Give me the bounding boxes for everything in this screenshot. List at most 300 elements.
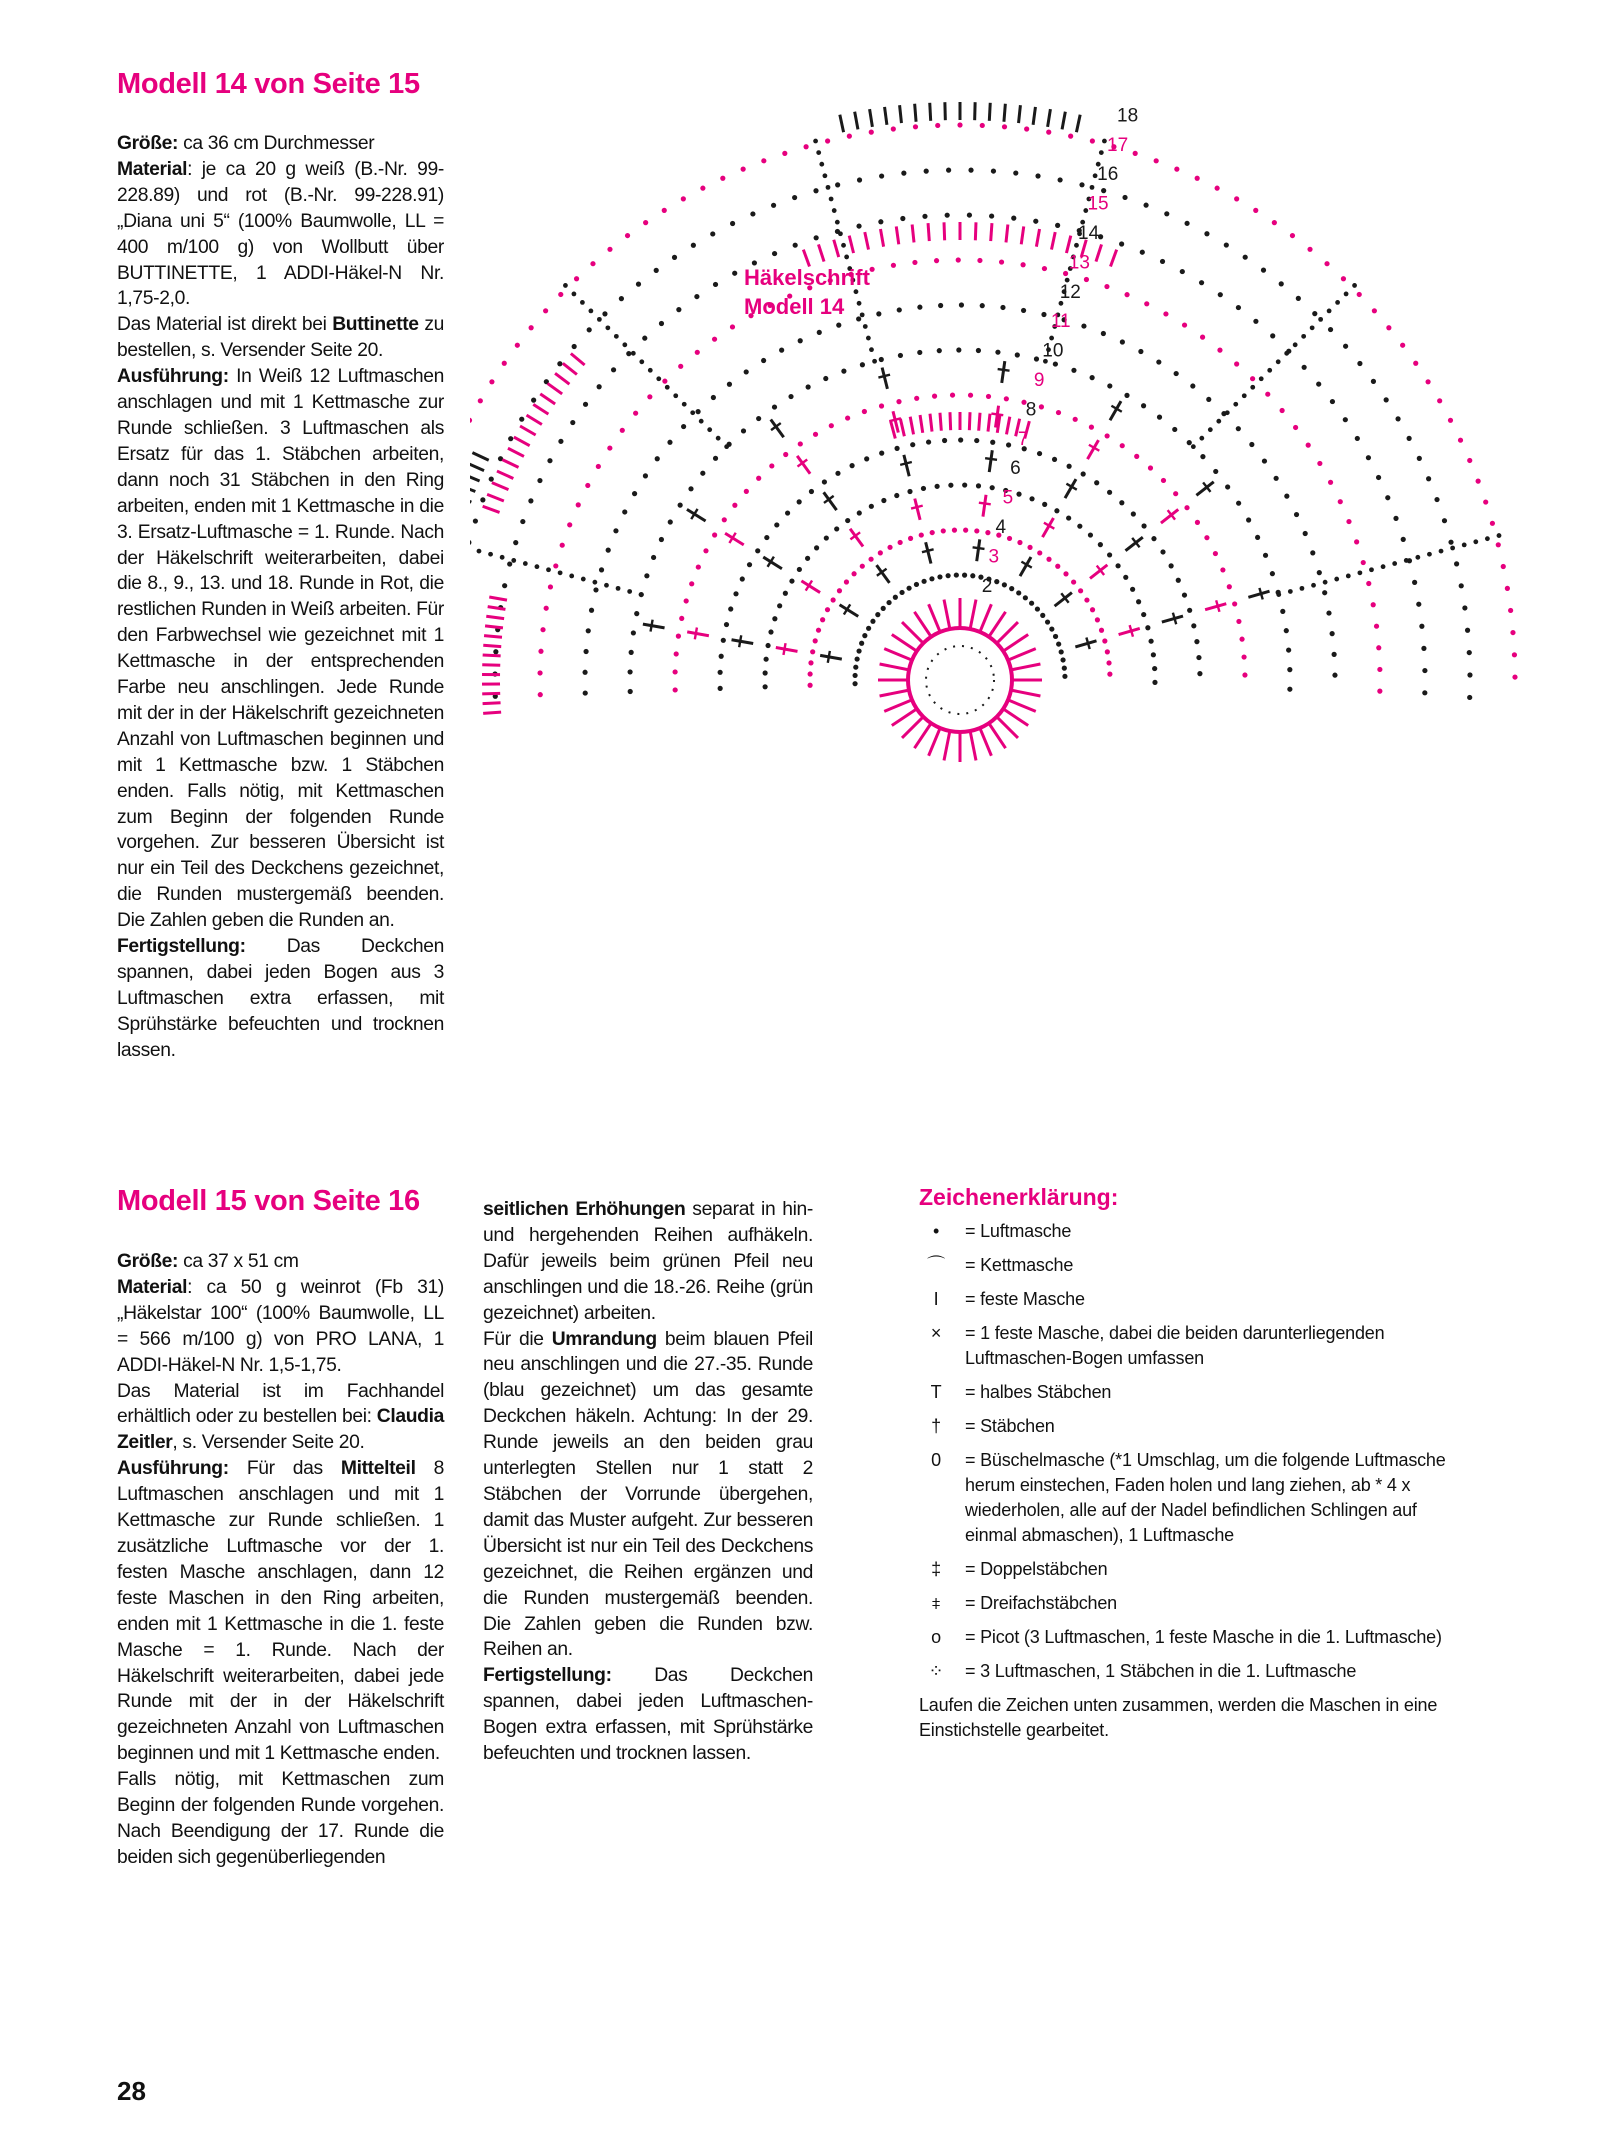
chart-chain-round <box>1184 505 1189 510</box>
chart-chain-round <box>935 484 940 489</box>
chart-treble-group <box>989 450 992 472</box>
chart-chain-round <box>1236 426 1241 431</box>
chart-round-number: 3 <box>988 546 1000 568</box>
chart-spoke-dot <box>1300 586 1305 591</box>
chart-chain-round <box>980 303 985 308</box>
chart-chain-round <box>914 396 919 401</box>
chart-chain-round <box>1046 130 1051 135</box>
chart-chain-round <box>1270 571 1275 576</box>
legend-item-text: = Doppelstäbchen <box>965 1559 1108 1579</box>
chart-chain-round <box>622 509 627 514</box>
chart-chain-round <box>1042 266 1047 271</box>
chart-chain-round <box>1324 261 1329 266</box>
chart-chain-round <box>807 683 812 688</box>
chart-chain-round <box>919 532 924 537</box>
chart-spoke-dot <box>1233 402 1238 407</box>
chart-round1-stitch <box>892 634 917 651</box>
chart-chain-round <box>607 445 612 450</box>
chart-chain-round <box>1016 590 1021 595</box>
chart-chain-round <box>547 458 552 463</box>
chart-chain-round <box>950 392 955 397</box>
chain-stitch-icon: • <box>932 1221 940 1241</box>
chart-chain-round <box>1206 397 1211 402</box>
chart-chain-round <box>942 438 947 443</box>
chart-chain-round <box>878 219 883 224</box>
chart-chain-round <box>1371 602 1376 607</box>
chart-chain-round <box>1236 501 1241 506</box>
chart-chain-round <box>989 213 994 218</box>
legend-item <box>919 1380 1459 1405</box>
chart-black-fan <box>855 112 858 130</box>
chart-treble-group <box>1002 361 1005 383</box>
chart-chain-round <box>910 442 915 447</box>
chart-chain-round <box>1029 601 1034 606</box>
chart-chain-round <box>1272 220 1277 225</box>
chart-spoke-dot <box>648 368 653 373</box>
chart-pink-fan <box>930 414 932 432</box>
chart-pink-fan <box>483 703 501 704</box>
chart-chain-round <box>948 483 953 488</box>
chart-round-number: 8 <box>1025 399 1037 421</box>
chart-chain-round <box>1073 417 1078 422</box>
chart-chain-round <box>792 195 797 200</box>
chart-spoke-dot <box>835 220 840 225</box>
chart-chain-round <box>1236 619 1241 624</box>
chart-spoke-dot <box>1497 533 1502 538</box>
chart-spoke-dot <box>1208 427 1213 432</box>
chart-round-number: 2 <box>981 575 993 597</box>
chart-treble-group <box>1130 625 1133 637</box>
chart-chain-round <box>744 489 749 494</box>
chart-spoke-dot <box>869 347 874 352</box>
picot-icon: ᴏ <box>931 1627 941 1647</box>
chart-round1-stitch <box>929 604 940 632</box>
chart-chain-round <box>1355 436 1360 441</box>
chart-chain-round <box>779 348 784 353</box>
chart-round1-stitch <box>880 664 909 670</box>
chart-chain-round <box>908 536 913 541</box>
chart-treble-group <box>1205 604 1226 610</box>
chart-chain-round <box>1407 436 1412 441</box>
chart-chain-round <box>1107 552 1112 557</box>
chart-chain-round <box>1328 480 1333 485</box>
chart-chain-round <box>712 337 717 342</box>
chart-chain-round <box>1041 312 1046 317</box>
chart-chain-round <box>719 654 724 659</box>
chart-spoke-dot <box>665 385 670 390</box>
chart-spoke-dot <box>1352 283 1357 288</box>
chart-chain-round <box>1090 607 1095 612</box>
chart-chain-round <box>881 606 886 611</box>
chart-chain-round <box>673 669 678 674</box>
chart-pink-fan <box>483 645 501 646</box>
chart-chain-round <box>938 303 943 308</box>
chart-black-fan <box>989 103 990 121</box>
chart-chain-round <box>797 499 802 504</box>
chart-chain-round <box>1328 327 1333 332</box>
chart-chain-round <box>1412 580 1417 585</box>
chart-chain-round <box>585 483 590 488</box>
chart-pink-fan <box>520 426 536 435</box>
chart-chain-round <box>688 486 693 491</box>
chart-chain-round <box>876 311 881 316</box>
chart-chain-round <box>970 573 975 578</box>
chart-chain-round <box>1098 542 1103 547</box>
chart-spoke-dot <box>639 592 644 597</box>
chart-spoke-dot <box>569 574 574 579</box>
chart-chain-round <box>922 214 927 219</box>
legend-item-text: = Dreifachstäbchen <box>965 1593 1117 1613</box>
chart-chain-round <box>914 582 919 587</box>
chart-chain-round <box>946 168 951 173</box>
legend-item <box>919 1287 1459 1312</box>
chart-chain-round <box>747 562 752 567</box>
chart-chain-round <box>1296 296 1301 301</box>
chart-chain-round <box>1078 588 1083 593</box>
chart-pink-fan <box>533 404 548 414</box>
chart-chain-round <box>681 196 686 201</box>
chart-chain-round <box>611 367 616 372</box>
chart-chain-round <box>724 622 729 627</box>
chart-chain-round <box>1332 652 1337 657</box>
legend-rows <box>919 1219 1459 1684</box>
chart-chain-round <box>851 571 856 576</box>
chart-chain-round <box>810 649 815 654</box>
chart-chain-round <box>1023 595 1028 600</box>
chart-chain-round <box>1307 247 1312 252</box>
chart-chain-round <box>1454 561 1459 566</box>
chart-chain-round <box>825 138 830 143</box>
chart-treble-group <box>643 624 665 628</box>
chart-chain-round <box>1204 535 1209 540</box>
chart-chain-round <box>894 493 899 498</box>
chart-chain-round <box>489 379 494 384</box>
chart-chain-round <box>1250 376 1255 381</box>
chart-chain-round <box>589 608 594 613</box>
half-treble-icon: T <box>930 1382 942 1402</box>
symbol-legend <box>919 1184 1459 1743</box>
chart-chain-round <box>634 611 639 616</box>
chart-treble-group <box>739 635 741 647</box>
chart-chain-round <box>744 369 749 374</box>
chart-chain-round <box>627 669 632 674</box>
chart-chain-round <box>1071 579 1076 584</box>
chart-chain-round <box>793 243 798 248</box>
chart-chain-round <box>845 415 850 420</box>
chart-chain-round <box>1160 259 1165 264</box>
chart-chain-round <box>473 518 478 523</box>
chart-treble-group <box>922 549 934 552</box>
legend-item <box>919 1321 1459 1371</box>
chart-black-fan <box>470 463 484 470</box>
legend-item-text: = Büschelmasche (*1 Umschlag, um die folgende Luftmasche herum einstechen, Faden holen und lang ziehen, ab * 4 x wiederholen, alle auf der Nadel befindlichen Schlingen auf einmal abmaschen), 1 Luftmasche <box>965 1450 1446 1545</box>
chart-chain-round <box>1163 311 1168 316</box>
chart-chain-round <box>967 212 972 217</box>
chart-chain-round <box>681 424 686 429</box>
chart-chain-round <box>1090 138 1095 143</box>
chart-chain-round <box>859 641 864 646</box>
legend-title: Zeichenerklärung: <box>919 1184 1119 1210</box>
chart-chain-round <box>990 485 995 490</box>
chart-chain-round <box>1338 499 1343 504</box>
chart-chain-round <box>994 579 999 584</box>
chart-spoke-dot <box>1310 325 1315 330</box>
chart-chain-round <box>985 530 990 535</box>
chart-round1-stitch <box>880 690 909 696</box>
chart-chain-round <box>1372 308 1377 313</box>
chart-treble-group <box>973 547 985 549</box>
chart-treble-group <box>776 648 798 652</box>
legend-item <box>919 1659 1459 1684</box>
chart-chain-round <box>1169 563 1174 568</box>
chart-spoke-dot <box>1404 558 1409 563</box>
chart-pink-fan <box>834 240 839 257</box>
chart-chain-round <box>782 151 787 156</box>
model14-title: Modell 14 von Seite 15 <box>117 68 420 100</box>
chart-chain-round <box>1006 442 1011 447</box>
chart-chain-round <box>722 517 727 522</box>
chart-chain-round <box>538 692 543 697</box>
chart-chain-round <box>917 305 922 310</box>
chart-chain-round <box>732 271 737 276</box>
chart-chain-round <box>1141 523 1146 528</box>
chart-chain-round <box>733 591 738 596</box>
chart-chain-round <box>1105 433 1110 438</box>
chart-chain-round <box>689 581 694 586</box>
chart-chain-round <box>700 186 705 191</box>
legend-item <box>919 1557 1459 1582</box>
chart-chain-round <box>480 497 485 502</box>
chart-chain-round <box>893 595 898 600</box>
chart-pink-fan <box>485 626 503 628</box>
chart-spoke-dot <box>1199 436 1204 441</box>
chart-chain-round <box>990 440 995 445</box>
chart-chain-round <box>1416 602 1421 607</box>
chart-chain-round <box>1154 158 1159 163</box>
chart-spoke-dot <box>1485 536 1490 541</box>
chart-label: Häkelschrift Modell 14 <box>744 265 870 319</box>
chart-chain-round <box>695 409 700 414</box>
chart-chain-round <box>678 503 683 508</box>
chart-chain-round <box>741 167 746 172</box>
chart-spoke-dot <box>844 255 849 260</box>
chart-chain-round <box>567 522 572 527</box>
chart-chain-round <box>1187 608 1192 613</box>
chart-treble-group <box>882 368 887 389</box>
chart-chain-round <box>945 213 950 218</box>
chart-spoke-dot <box>822 173 827 178</box>
chart-chain-round <box>672 255 677 260</box>
chart-treble-group <box>1086 638 1089 650</box>
chart-spoke-dot <box>511 558 516 563</box>
chart-black-fan <box>1076 115 1080 133</box>
chart-treble-group <box>878 375 890 378</box>
chart-spoke-dot <box>1346 574 1351 579</box>
chart-chain-round <box>1386 325 1391 330</box>
chart-chain-round <box>1040 613 1045 618</box>
chart-chain-round <box>478 398 483 403</box>
chart-chain-round <box>1448 540 1453 545</box>
chart-round-number: 5 <box>1002 487 1014 509</box>
chart-pink-fan <box>482 665 500 666</box>
chart-spoke-dot <box>699 419 704 424</box>
chart-pink-fan <box>1051 232 1055 250</box>
chart-chain-round <box>1425 379 1430 384</box>
chart-chain-round <box>1095 617 1100 622</box>
chain-treble-icon: ⁘ <box>928 1661 944 1681</box>
chart-round-number: 10 <box>1042 340 1064 362</box>
chart-chain-round <box>710 231 715 236</box>
chart-spoke-dot <box>622 342 627 347</box>
chart-spoke-dot <box>819 162 824 167</box>
chart-round1-stitch <box>989 612 1006 637</box>
chart-chain-round <box>1512 652 1517 657</box>
chart-spoke-dot <box>604 583 609 588</box>
chart-spoke-dot <box>673 393 678 398</box>
chart-chain-round <box>1287 687 1292 692</box>
chart-spoke-dot <box>563 283 568 288</box>
chart-chain-round <box>756 416 761 421</box>
chart-chain-round <box>1105 649 1110 654</box>
chart-chain-round <box>1376 475 1381 480</box>
chart-chain-round <box>798 338 803 343</box>
chart-treble-group <box>651 620 653 632</box>
chart-round1-stitch <box>1008 649 1036 660</box>
chart-chain-round <box>540 627 545 632</box>
chart-chain-round <box>869 504 874 509</box>
chart-chain-round <box>529 325 534 330</box>
chart-chain-round <box>1284 628 1289 633</box>
chart-chain-round <box>823 376 828 381</box>
chart-chain-round <box>544 606 549 611</box>
chart-chain-round <box>897 307 902 312</box>
chart-chain-round <box>1063 571 1068 576</box>
chart-chain-round <box>837 588 842 593</box>
chart-pink-fan <box>950 412 951 430</box>
chart-chain-round <box>1490 521 1495 526</box>
chart-chain-round <box>1217 348 1222 353</box>
chart-chain-round <box>1249 442 1254 447</box>
chart-chain-round <box>633 411 638 416</box>
chart-chain-round <box>868 557 873 562</box>
chart-chain-round <box>560 543 565 548</box>
chart-pink-fan <box>1066 236 1070 253</box>
chart-chain-round <box>1246 517 1251 522</box>
chart-chain-round <box>1055 223 1060 228</box>
chart-chain-round <box>1332 673 1337 678</box>
chart-chain-round <box>806 384 811 389</box>
chart-chain-round <box>817 330 822 335</box>
chart-chain-round <box>1021 308 1026 313</box>
chart-chain-round <box>1122 195 1127 200</box>
slip-stitch-icon: ⌒ <box>927 1255 945 1275</box>
chart-chain-round <box>771 203 776 208</box>
chart-spoke-dot <box>546 567 551 572</box>
chart-chain-round <box>1330 399 1335 404</box>
chart-spoke-dot <box>826 185 831 190</box>
chart-chain-round <box>684 598 689 603</box>
chart-chain-round <box>493 649 498 654</box>
chart-chain-round <box>1505 586 1510 591</box>
chart-chain-round <box>1459 583 1464 588</box>
chart-chain-round <box>1322 590 1327 595</box>
chart-round1-stitch <box>980 728 991 756</box>
chart-pink-fan <box>849 236 853 253</box>
chart-chain-round <box>1141 403 1146 408</box>
chart-chain-round <box>1009 586 1014 591</box>
chart-round-number: 9 <box>1033 370 1045 391</box>
chart-chain-round <box>1120 339 1125 344</box>
legend-item-text: = feste Masche <box>965 1289 1085 1309</box>
chart-chain-round <box>1056 641 1061 646</box>
chart-chain-round <box>952 528 957 533</box>
chart-chain-round <box>774 522 779 527</box>
chart-pink-fan <box>880 229 883 247</box>
chart-chain-round <box>879 173 884 178</box>
chart-spoke-dot <box>863 324 868 329</box>
chart-chain-round <box>772 404 777 409</box>
chart-spoke-dot <box>535 564 540 569</box>
chart-chain-round <box>1413 361 1418 366</box>
chart-chain-round <box>1426 476 1431 481</box>
chart-chain-round <box>847 134 852 139</box>
chart-chain-round <box>820 617 825 622</box>
chart-pink-fan <box>944 222 945 240</box>
chart-chain-round <box>1343 417 1348 422</box>
chart-spoke-dot <box>1344 292 1349 297</box>
chart-round1-stitch <box>997 717 1018 738</box>
chart-treble-group <box>732 640 754 644</box>
chart-chain-round <box>470 540 471 545</box>
chart-spoke-dot <box>716 436 721 441</box>
double-treble-icon: ‡ <box>931 1559 941 1579</box>
chart-chain-round <box>896 399 901 404</box>
chart-chain-round <box>679 616 684 621</box>
chart-spoke-dot <box>1311 583 1316 588</box>
chart-chain-round <box>636 282 641 287</box>
chart-spoke-dot <box>1323 580 1328 585</box>
chart-spoke-dot <box>627 589 632 594</box>
chart-spoke-dot <box>813 139 818 144</box>
chart-treble-group <box>904 455 909 476</box>
chart-chain-round <box>958 437 963 442</box>
chart-chain-round <box>1419 624 1424 629</box>
chart-spoke-dot <box>1415 555 1420 560</box>
chart-spoke-dot <box>1276 359 1281 364</box>
chart-round-number: 17 <box>1107 134 1129 156</box>
chart-spoke-dot <box>707 427 712 432</box>
chart-black-fan <box>470 496 471 502</box>
chart-chain-round <box>932 394 937 399</box>
chart-chain-round <box>1045 619 1050 624</box>
chart-chain-round <box>862 633 867 638</box>
chart-chain-round <box>1138 349 1143 354</box>
chart-chain-round <box>644 573 649 578</box>
chart-chain-round <box>1151 652 1156 657</box>
chart-chain-round <box>1174 371 1179 376</box>
chart-chain-round <box>797 567 802 572</box>
chart-chain-round <box>1148 639 1153 644</box>
model15-instructions-col1: Größe: ca 37 x 51 cm Material: ca 50 g weinrot (Fb 31) „Häkelstar 100“ (100% Baumwolle, LL = 566 m/100 g) von PRO LANA, 1 ADDI-Häkel-N Nr. 1,5-1,75. Das Material ist im Fachhandel erhältlich oder zu bestellen bei: Claudia Zeitler, s. Versender Seite 20. Ausführung: Für das Mittelteil 8 Luftmaschen anschlagen und mit 1 Kettmasche zur Runde schließen. 1 zusätzliche Luftmasche vor der 1. festen Masche anschlagen, dann 12 feste Maschen in den Ring arbeiten, enden mit 1 Kettmasche in die 1. feste Masche = 1. Runde. Nach der Häkelschrift weiterarbeiten, dabei jede Runde mit der in der Häkelschrift gezeichneten Anzahl von Luftmaschen beginnen und mit 1 Kettmasche enden. Falls nötig, mit Kettmaschen zum Beginn der folgenden Runde vorgehen. Nach Beendigung der 17. Runde die beiden sich gegenüberliegenden <box>117 1251 444 1868</box>
chart-chain-round <box>1274 476 1279 481</box>
chart-chain-round <box>597 384 602 389</box>
chart-chain-round <box>673 687 678 692</box>
chart-chain-round <box>772 616 777 621</box>
chart-chain-round <box>1393 516 1398 521</box>
chart-chain-round <box>1172 427 1177 432</box>
chart-treble-group <box>828 651 830 663</box>
chart-chain-round <box>720 176 725 181</box>
